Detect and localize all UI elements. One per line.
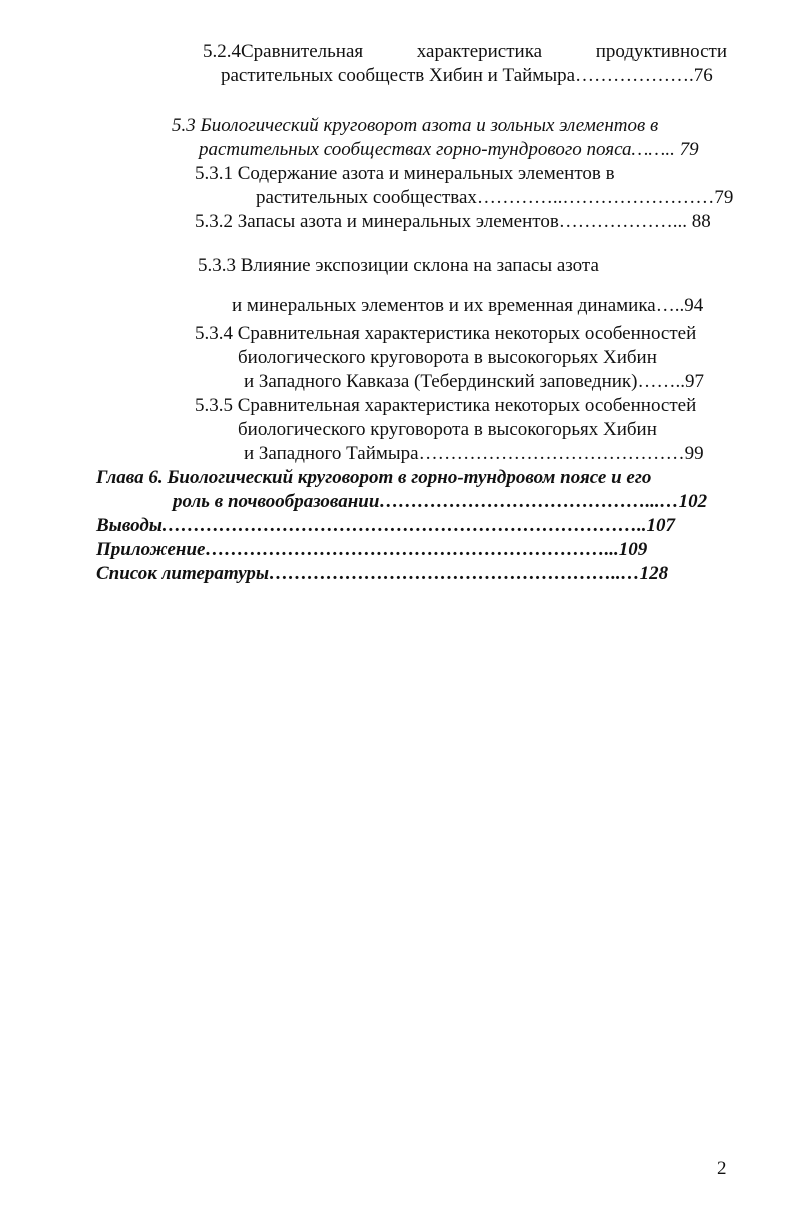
toc-entry-5-2-4-line-2: растительных сообществ Хибин и Таймыра……………….76 xyxy=(221,65,713,86)
toc-entry-5-3-2: 5.3.2 Запасы азота и минеральных элементов………………... 88 xyxy=(195,211,711,232)
toc-entry-chapter-6-line-1: Глава 6. Биологический круговорот в горно-тундровом поясе и его xyxy=(96,467,652,488)
toc-entry-conclusions: Выводы…………………………………………………………………..107 xyxy=(96,515,675,536)
toc-entry-5-3-line-2: растительных сообществах горно-тундрового пояса…….. 79 xyxy=(199,139,699,160)
toc-entry-5-3-3-line-1: 5.3.3 Влияние экспозиции склона на запасы азота xyxy=(198,255,599,276)
toc-word: продуктивности xyxy=(595,41,727,62)
toc-entry-5-3-1-line-1: 5.3.1 Содержание азота и минеральных элементов в xyxy=(195,163,615,184)
toc-entry-5-2-4-line-1 xyxy=(203,40,727,64)
toc-entry-5-3-5-line-3: и Западного Таймыра……………………………………99 xyxy=(244,443,704,464)
toc-entry-5-3-4-line-3: и Западного Кавказа (Тебердинский заповедник)……..97 xyxy=(244,371,704,392)
toc-entry-5-3-4-line-1: 5.3.4 Сравнительная характеристика некоторых особенностей xyxy=(195,323,697,344)
toc-entry-5-3-3-line-2: и минеральных элементов и их временная динамика…..94 xyxy=(232,295,704,316)
toc-entry-references: Список литературы………………………………………………..…128 xyxy=(96,563,669,584)
page-number: 2 xyxy=(717,1158,727,1179)
toc-word: 5.2.4Сравнительная xyxy=(203,41,364,62)
toc-entry-5-3-line-1: 5.3 Биологический круговорот азота и зольных элементов в xyxy=(172,115,659,136)
toc-entry-5-3-5-line-1: 5.3.5 Сравнительная характеристика некоторых особенностей xyxy=(195,395,697,416)
toc-word: характеристика xyxy=(416,41,543,62)
toc-entry-5-3-4-line-2: биологического круговорота в высокогорьях Хибин xyxy=(238,347,657,368)
toc-entry-chapter-6-line-2: роль в почвообразовании……………………………………...…102 xyxy=(173,491,708,512)
toc-entry-5-3-5-line-2: биологического круговорота в высокогорьях Хибин xyxy=(238,419,657,440)
toc-entry-5-3-1-line-2: растительных сообществах…………..……………………79 xyxy=(256,187,734,208)
toc-entry-appendix: Приложение………………………………………………………...109 xyxy=(96,539,648,560)
